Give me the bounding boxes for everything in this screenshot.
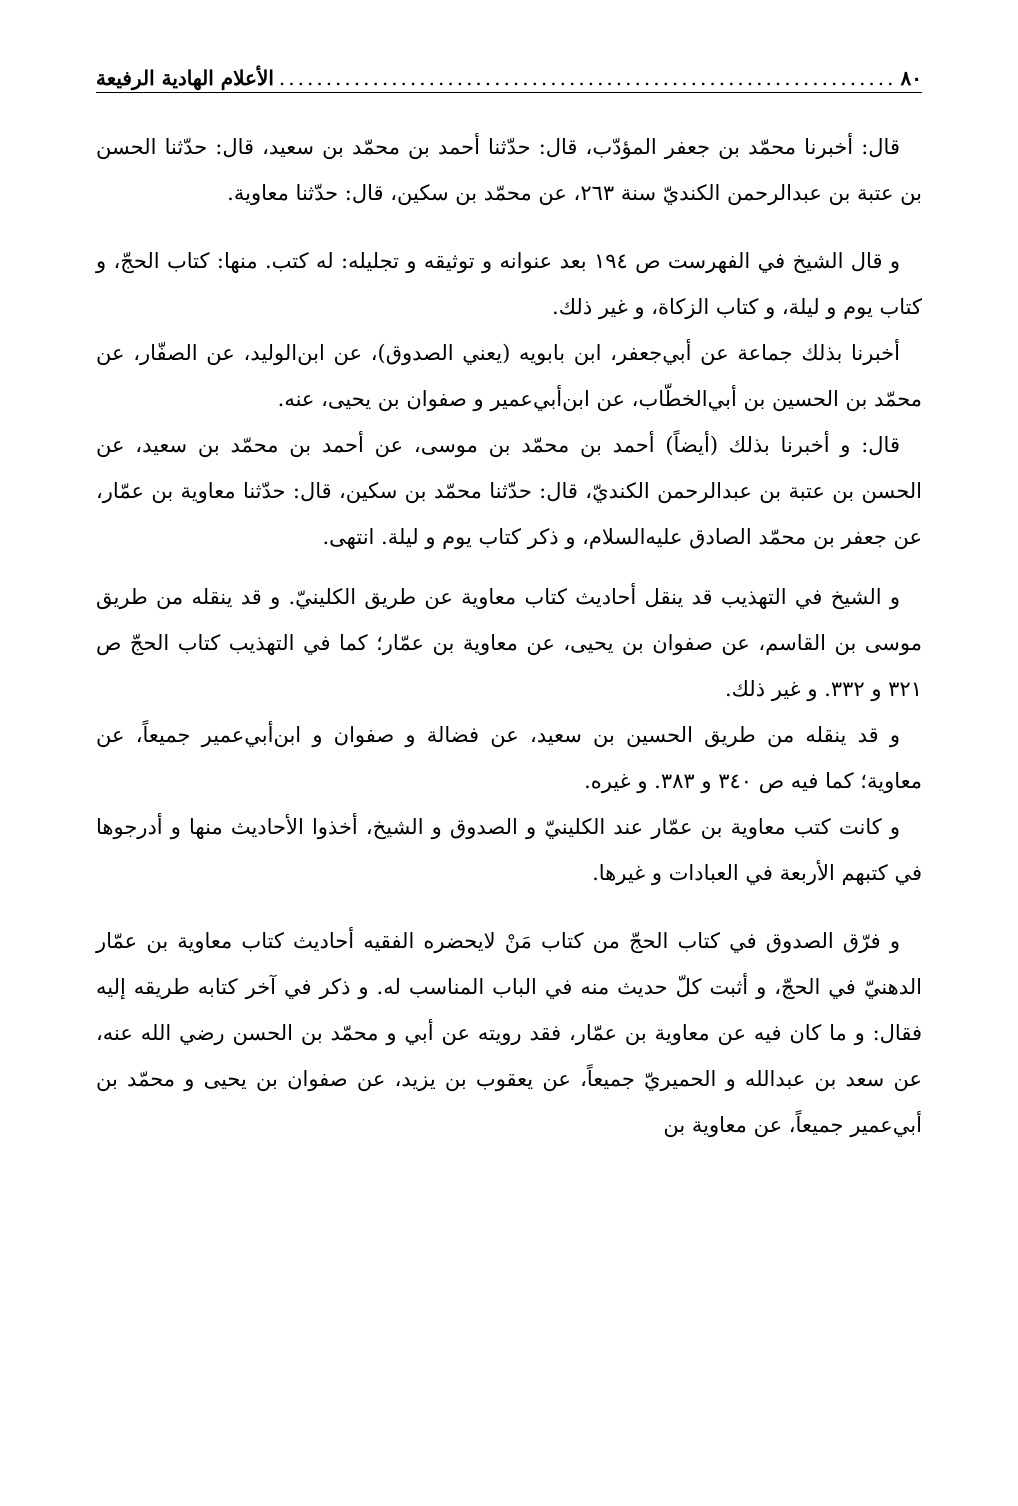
paragraph: و الشيخ في التهذيب قد ينقل أحاديث كتاب معاوية عن طريق الكلينيّ. و قد ينقله من طريق موسى بن القاسم، عن صفوان بن يحيى، عن معاوية بن عمّار؛ كما في التهذيب كتاب الحجّ ص ٣٢١ و ٣٣٢. و غير ذلك. [96, 585, 922, 701]
page-header [96, 52, 922, 90]
header-divider [96, 92, 922, 93]
paragraph: أخبرنا بذلك جماعة عن أبي‌جعفر، ابن بابويه (يعني الصدوق)، عن ابن‌الوليد، عن الصفّار، عن محمّد بن الحسين بن أبي‌الخطّاب، عن ابن‌أبي‌عمير و صفوان بن يحيى، عنه. [96, 341, 922, 411]
paragraph: و فرّق الصدوق في كتاب الحجّ من كتاب مَنْ لايحضره الفقيه أحاديث كتاب معاوية بن عمّار الدهنيّ في الحجّ، و أثبت كلّ حديث منه في الباب المناسب له. و ذكر في آخر كتابه طريقه إليه فقال: و ما كان فيه عن معاوية بن عمّار، فقد رويته عن أبي و محمّد بن الحسن رضي الله عنه، عن سعد بن عبدالله و الحميريّ جميعاً، عن يعقوب بن يزيد، عن صفوان بن يحيى و محمّد بن أبي‌عمير جميعاً، عن معاوية بن [96, 929, 922, 1137]
header-leader-dots [278, 66, 897, 90]
paragraph: قال: أخبرنا محمّد بن جعفر المؤدّب، قال: حدّثنا أحمد بن محمّد بن سعيد، قال: حدّثنا الحسن بن عتبة بن عبدالرحمن الكنديّ سنة ٢٦٣، عن محمّد بن سكين، قال: حدّثنا معاوية. [96, 135, 922, 205]
page-number: ٨٠ [900, 66, 922, 90]
paragraph: و كانت كتب معاوية بن عمّار عند الكلينيّ و الصدوق و الشيخ، أخذوا الأحاديث منها و أدرجوها في كتبهم الأربعة في العبادات و غيرها. [96, 815, 922, 885]
paragraph: قال: و أخبرنا بذلك (أيضاً) أحمد بن محمّد بن موسى، عن أحمد بن محمّد بن سعيد، عن الحسن بن عتبة بن عبدالرحمن الكنديّ، قال: حدّثنا محمّد بن سكين، قال: حدّثنا معاوية بن عمّار، عن جعفر بن محمّد الصادق عليه‌السلام، و ذكر كتاب يوم و ليلة. انتهى. [96, 433, 922, 549]
running-title: الأعلام الهادية الرفيعة [96, 66, 274, 90]
page-body [96, 124, 922, 1148]
paragraph: و قال الشيخ في الفهرست ص ١٩٤ بعد عنوانه و توثيقه و تجليله: له كتب. منها: كتاب الحجّ، و كتاب يوم و ليلة، و كتاب الزكاة، و غير ذلك. [96, 249, 922, 319]
paragraph: و قد ينقله من طريق الحسين بن سعيد، عن فضالة و صفوان و ابن‌أبي‌عمير جميعاً، عن معاوية؛ كما فيه ص ٣٤٠ و ٣٨٣. و غيره. [96, 723, 922, 793]
